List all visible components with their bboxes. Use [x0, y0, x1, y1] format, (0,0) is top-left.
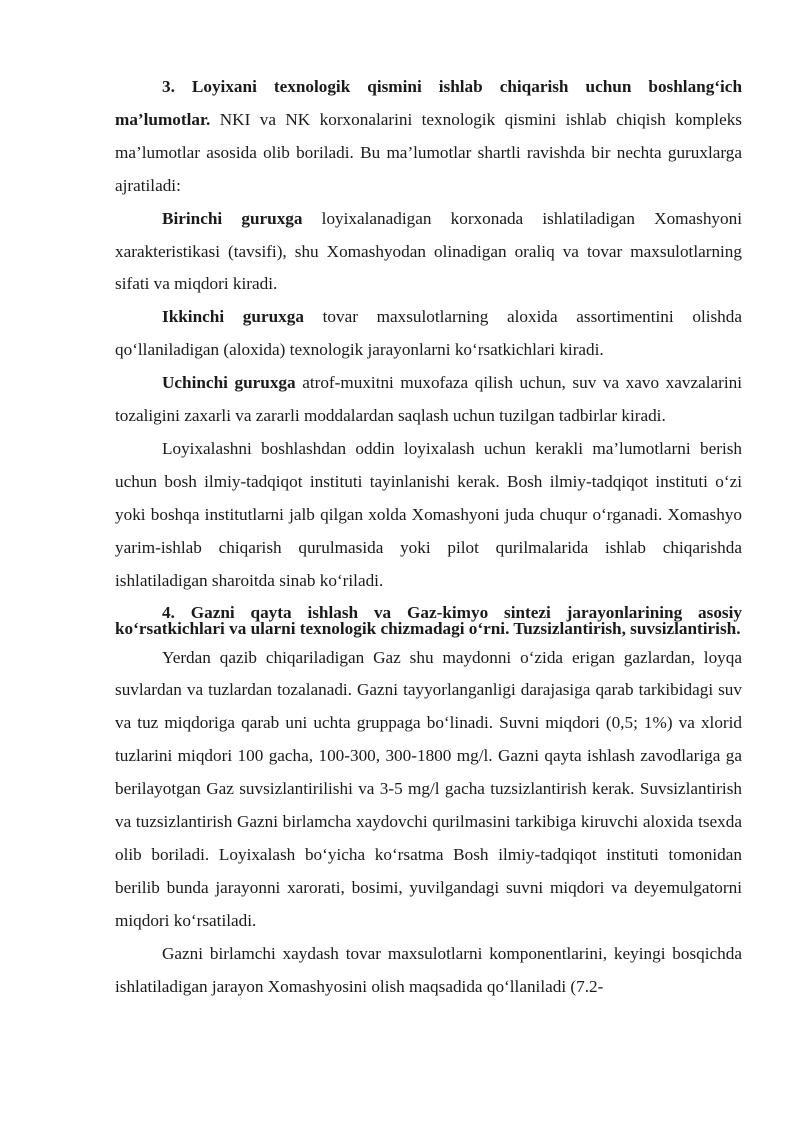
section3-paragraph	[115, 71, 742, 203]
primary-distillation-paragraph: Gazni birlamchi xaydash tovar maxsulotlarni komponentlarini, keyingi bosqichda ishlatiladigan jarayon Xomashyosini olish maqsadida qo‘llaniladi (7.2-	[115, 943, 742, 996]
gas-paragraph: Yerdan qazib chiqariladigan Gaz shu maydonni o‘zida erigan gazlardan, loyqa suvlardan va tuzlardan tozalanadi. Gazni tayyorlanganligi darajasiga qarab tarkibidagi suv va tuz miqdoriga qarab uni uchta gruppaga bo‘linadi. Suvni miqdori (0,5; 1%) va xlorid tuzlarini miqdori 100 gacha, 100-300, 300-1800 mg/l. Gazni qayta ishlash zavodlariga ga berilayotgan Gaz suvsizlantirilishi va 3-5 mg/l gacha tuzsizlantirish kerak. Suvsizlantirish va tuzsizlantirish Gazni birlamcha xaydovchi qurilmasini tarkibiga kiruvchi aloxida tsexda olib boriladi. Loyixalash bo‘yicha ko‘rsatma Bosh ilmiy-tadqiqot instituti tomonidan berilib bunda jarayonni xarorati, bosimi, yuvilgandagi suvni miqdori va deyemulgatorni miqdori ko‘rsatiladi.	[115, 647, 742, 930]
group3-text: atrof-muxitni muxofaza qilish uchun, suv va xavo xavzalarini tozaligini zaxarli va zararli moddalardan saqlash uchun tuzilgan tadbirlar kiradi.	[115, 373, 742, 426]
section3-heading: 3. Loyixani texnologik qismini ishlab chiqarish uchun boshlang‘ich ma’lumotlar.	[115, 77, 742, 129]
group2-lead: Ikkinchi guruxga	[162, 307, 304, 327]
group1-text: loyixalanadigan korxonada ishlatiladigan Xomashyoni xarakteristikasi (tavsifi), shu Xomashyodan olinadigan oraliq va tovar maxsulotlarning sifati va miqdori kiradi.	[115, 208, 742, 294]
group3-lead: Uchinchi guruxga	[162, 373, 296, 393]
group1-lead: Birinchi guruxga	[162, 208, 303, 228]
section3-text: NKI va NK korxonalarini texnologik qismini ishlab chiqish kompleks ma’lumotlar asosida olib boriladi. Bu ma’lumotlar shartli ravishda bir nechta guruxlarga ajratiladi:	[115, 109, 742, 195]
group2-text: tovar maxsulotlarning aloxida assortimentini olishda qo‘llaniladigan (aloxida) texnologik jarayonlarni ko‘rsatkichlari kiradi.	[115, 307, 742, 360]
group1-paragraph	[115, 203, 742, 302]
group2-paragraph	[115, 301, 742, 367]
page-content	[115, 71, 742, 1003]
section4-heading: 4. Gazni qayta ishlash va Gaz-kimyo sintezi jarayonlarining asosiy ko‘rsatkichlari va ularni texnologik chizmadagi o‘rni. Tuzsizlantirish, suvsizlantirish.	[115, 602, 742, 638]
group3-paragraph	[115, 367, 742, 433]
institute-paragraph: Loyixalashni boshlashdan oddin loyixalash uchun kerakli ma’lumotlarni berish uchun bosh ilmiy-tadqiqot instituti tayinlanishi kerak. Bosh ilmiy-tadqiqot instituti o‘zi yoki boshqa institutlarni jalb qilgan xolda Xomashyoni juda chuqur o‘rganadi. Xomashyo yarim-ishlab chiqarish qurulmasida yoki pilot qurilmalarida ishlab chiqarishda ishlatiladigan sharoitda sinab ko‘riladi.	[115, 438, 742, 590]
